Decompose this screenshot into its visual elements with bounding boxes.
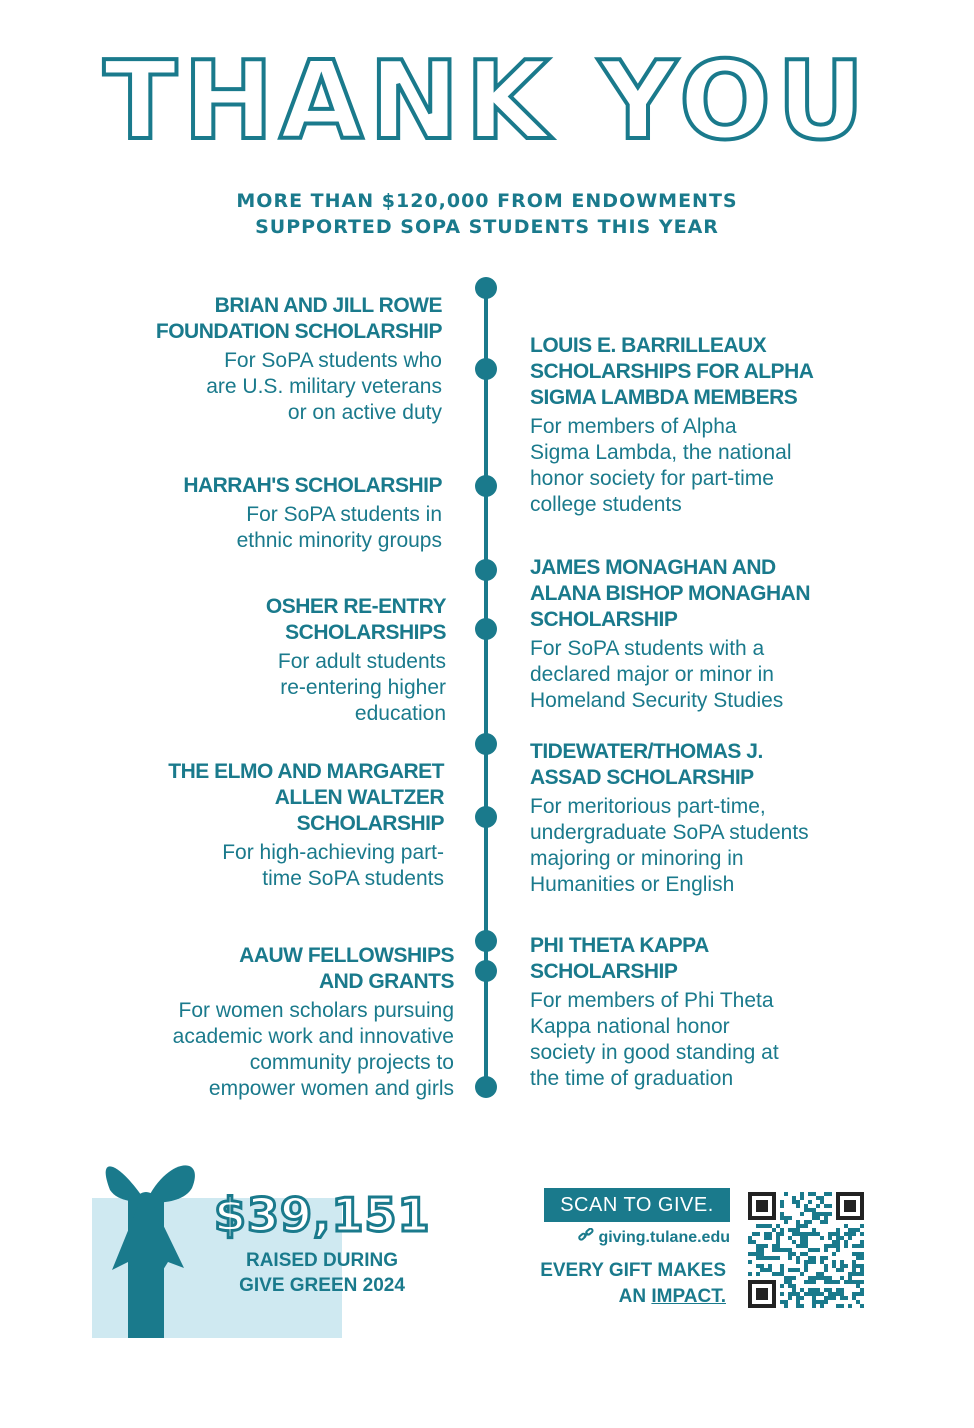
timeline-dot [475, 358, 497, 380]
scholarship-name [62, 473, 442, 499]
scholarship-desc-line: society in good standing at [530, 1041, 779, 1064]
scholarship-name [34, 943, 454, 995]
scan-to-give-button[interactable]: SCAN TO GIVE. [544, 1188, 730, 1222]
scholarship-entry [530, 739, 930, 898]
scholarship-entry [34, 943, 454, 1102]
scholarship-desc-line: time SoPA students [262, 867, 444, 890]
scholarship-name-line: THE ELMO AND MARGARET [168, 760, 444, 783]
tagline-prefix: AN [618, 1286, 652, 1307]
scholarship-name-line: BRIAN AND JILL ROWE [214, 294, 442, 317]
raised-label-line: RAISED DURING [245, 1250, 398, 1271]
scholarship-entry [66, 594, 446, 727]
scholarship-name [530, 933, 910, 985]
scholarship-description [530, 794, 930, 898]
scholarship-name-line: LOUIS E. BARRILLEAUX [530, 334, 767, 357]
subtitle-line-1: MORE THAN $120,000 FROM ENDOWMENTS [236, 190, 738, 212]
scholarship-desc-line: For SoPA students with a [530, 637, 765, 660]
scholarship-desc-line: or on active duty [287, 401, 442, 424]
scholarship-desc-line: academic work and innovative [172, 1025, 454, 1048]
scholarship-description [34, 998, 454, 1102]
timeline-dot [475, 618, 497, 640]
scholarship-name-line: TIDEWATER/THOMAS J. [530, 740, 763, 763]
scholarship-name-line: HARRAH'S SCHOLARSHIP [183, 474, 442, 497]
scholarship-desc-line: Humanities or English [530, 873, 735, 896]
scholarship-desc-line: For SoPA students in [246, 503, 442, 526]
scholarship-desc-line: are U.S. military veterans [206, 375, 442, 398]
scholarship-desc-line: For SoPA students who [224, 349, 442, 372]
scholarship-name [62, 293, 442, 345]
scholarship-description [62, 502, 442, 554]
scholarship-description [530, 988, 910, 1092]
timeline-dot [475, 960, 497, 982]
scholarship-entry [530, 933, 910, 1092]
scholarship-desc-line: For meritorious part-time, [530, 795, 766, 818]
scholarship-entry [530, 333, 910, 518]
scholarship-name-line: SIGMA LAMBDA MEMBERS [530, 386, 798, 409]
scholarship-desc-line: For members of Phi Theta [530, 989, 774, 1012]
giving-website-link[interactable] [544, 1228, 730, 1247]
scholarship-desc-line: For adult students [277, 650, 446, 673]
timeline-dot [475, 806, 497, 828]
scholarship-desc-line: honor society for part-time [530, 467, 774, 490]
scholarship-desc-line: community projects to [249, 1051, 454, 1074]
scholarship-name [530, 555, 930, 633]
scholarship-name-line: AAUW FELLOWSHIPS [239, 944, 454, 967]
scholarship-name [44, 759, 444, 837]
scholarship-desc-line: For high-achieving part- [222, 841, 444, 864]
scholarship-name-line: SCHOLARSHIPS [285, 621, 446, 644]
scholarship-name-line: FOUNDATION SCHOLARSHIP [155, 320, 442, 343]
scholarship-name-line: JAMES MONAGHAN AND [530, 556, 776, 579]
scholarship-name [530, 739, 930, 791]
scholarship-description [66, 649, 446, 727]
scholarship-desc-line: empower women and girls [208, 1077, 454, 1100]
scholarship-desc-line: majoring or minoring in [530, 847, 744, 870]
scholarship-desc-line: ethnic minority groups [236, 529, 442, 552]
scholarship-name [530, 333, 910, 411]
scholarship-desc-line: For members of Alpha [530, 415, 737, 438]
giving-website-text: giving.tulane.edu [598, 1229, 730, 1246]
subtitle-line-2: SUPPORTED SOPA STUDENTS THIS YEAR [255, 216, 719, 238]
scholarship-name-line: OSHER RE-ENTRY [265, 595, 446, 618]
scholarship-desc-line: For women scholars pursuing [178, 999, 454, 1022]
scholarship-desc-line: undergraduate SoPA students [530, 821, 809, 844]
scholarship-desc-line: declared major or minor in [530, 663, 774, 686]
scholarship-description [530, 636, 930, 714]
raised-label-line: GIVE GREEN 2024 [239, 1275, 405, 1296]
timeline-dot [475, 277, 497, 299]
timeline-dot [475, 475, 497, 497]
timeline-dot [475, 559, 497, 581]
timeline-dot [475, 930, 497, 952]
scholarship-desc-line: re-entering higher [280, 676, 446, 699]
scholarship-name-line: ASSAD SCHOLARSHIP [530, 766, 754, 789]
scholarship-description [44, 840, 444, 892]
scholarship-description [530, 414, 910, 518]
scholarship-desc-line: the time of graduation [530, 1067, 734, 1090]
tagline-emphasis: IMPACT. [651, 1286, 726, 1307]
scholarship-name-line: AND GRANTS [319, 970, 454, 993]
timeline-dot [475, 733, 497, 755]
scholarship-name-line: SCHOLARSHIP [530, 960, 678, 983]
scholarship-name-line: SCHOLARSHIPS FOR ALPHA [530, 360, 814, 383]
raised-label [212, 1248, 432, 1298]
scholarship-entry [62, 473, 442, 554]
scholarship-desc-line: Kappa national honor [530, 1015, 730, 1038]
scholarship-name-line: ALANA BISHOP MONAGHAN [530, 582, 811, 605]
qr-code[interactable] [748, 1192, 864, 1308]
scholarship-entry [62, 293, 442, 426]
scholarship-desc-line: college students [530, 493, 682, 516]
timeline-dot [475, 1076, 497, 1098]
scholarship-entry [44, 759, 444, 892]
scholarship-name-line: SCHOLARSHIP [530, 608, 678, 631]
scholarship-desc-line: Homeland Security Studies [530, 689, 784, 712]
scholarship-name-line: PHI THETA KAPPA [530, 934, 709, 957]
tagline [480, 1258, 726, 1310]
page-title: THANK YOU [103, 39, 871, 164]
page-subtitle [0, 188, 974, 240]
tagline-line: EVERY GIFT MAKES [540, 1260, 726, 1281]
tagline-line [480, 1284, 726, 1310]
gift-box-icon [88, 1150, 378, 1340]
scholarship-entry [530, 555, 930, 714]
scholarship-name-line: SCHOLARSHIP [296, 812, 444, 835]
scholarship-name [66, 594, 446, 646]
raised-amount: $39,151 [214, 1188, 431, 1242]
link-icon [578, 1228, 594, 1247]
scholarship-desc-line: education [354, 702, 446, 725]
scholarship-description [62, 348, 442, 426]
scholarship-desc-line: Sigma Lambda, the national [530, 441, 792, 464]
scholarship-name-line: ALLEN WALTZER [274, 786, 444, 809]
